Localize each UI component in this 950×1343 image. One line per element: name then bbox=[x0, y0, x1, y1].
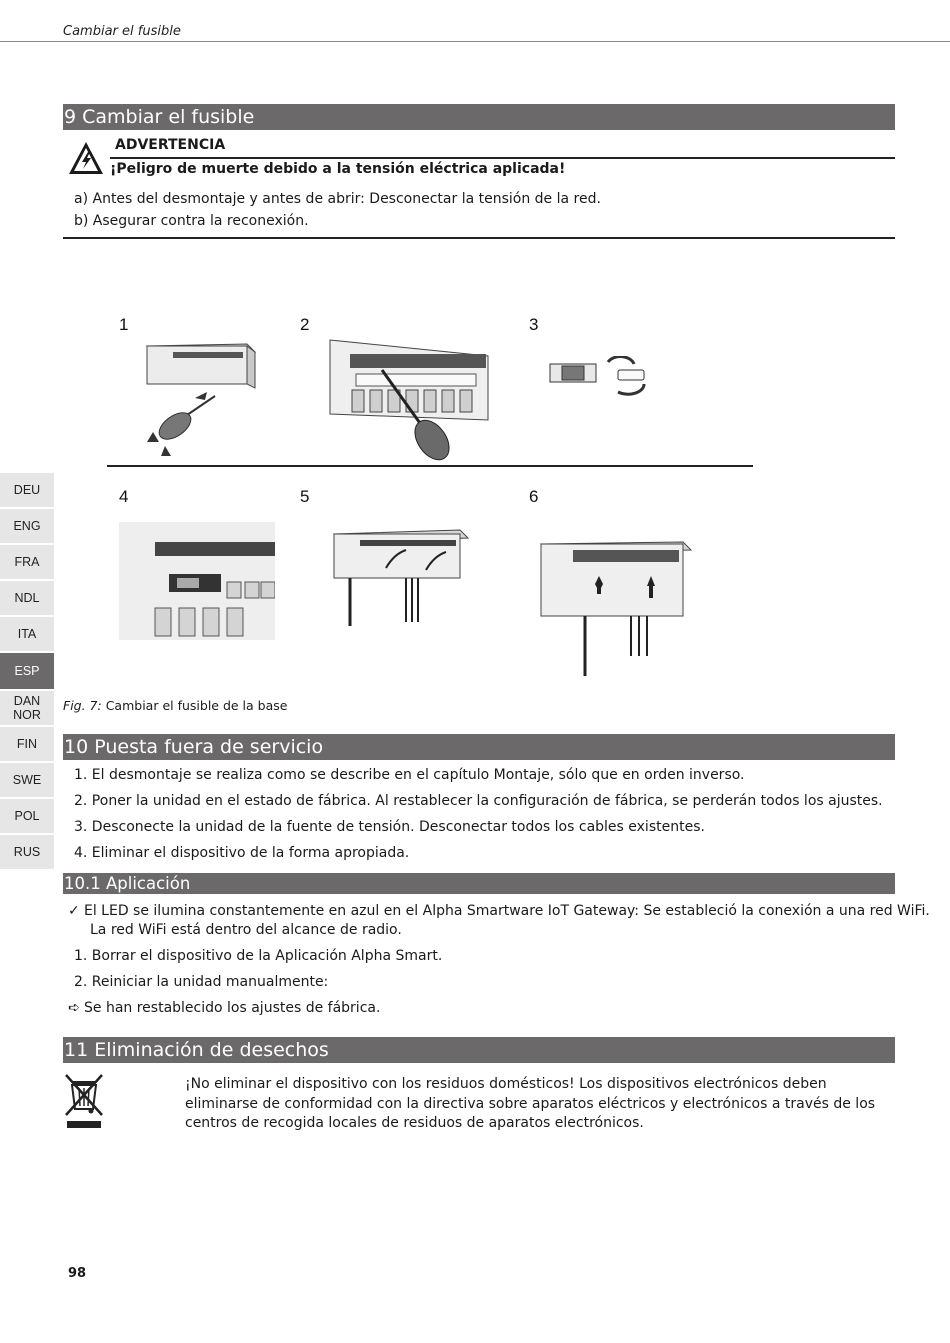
lang-tab-swe[interactable]: SWE bbox=[0, 763, 54, 797]
lang-tab-dan-nor[interactable]: DAN NOR bbox=[0, 691, 54, 725]
figure-step-number: 3 bbox=[529, 315, 539, 334]
disposal-text: ¡No eliminar el dispositivo con los residuos domésticos! Los dispositivos electrónicos deben eliminarse de conformidad con la directiva sobre aparatos eléctricos y electrónicos a través de los centros de recogida locales de residuos de aparatos electrónicos. bbox=[185, 1076, 876, 1131]
header-rule bbox=[0, 41, 950, 42]
result-text: Se han restablecido los ajustes de fábrica. bbox=[84, 1000, 381, 1016]
lang-tab-esp[interactable]: ESP bbox=[0, 653, 54, 689]
precondition-continued: La red WiFi está dentro del alcance de radio. bbox=[90, 922, 402, 938]
warning-subtitle: ¡Peligro de muerte debido a la tensión eléctrica aplicada! bbox=[110, 161, 566, 177]
illustration-step-2 bbox=[322, 336, 492, 464]
warning-title: ADVERTENCIA bbox=[115, 137, 226, 153]
precondition bbox=[68, 903, 930, 919]
list-item: 2. Poner la unidad en el estado de fábrica. Al restablecer la configuración de fábrica, se perderán todos los ajustes. bbox=[74, 793, 883, 809]
section-heading-10-1: 10.1 Aplicación bbox=[63, 873, 895, 894]
result-arrow-icon: ➪ bbox=[68, 1000, 80, 1016]
check-icon: ✓ bbox=[68, 903, 80, 919]
illustration-step-1 bbox=[135, 338, 265, 463]
section-heading-9: 9 Cambiar el fusible bbox=[63, 104, 895, 130]
list-item: 4. Eliminar el dispositivo de la forma apropiada. bbox=[74, 845, 410, 861]
figure-caption-label: Fig. 7: bbox=[63, 698, 102, 713]
page-number: 98 bbox=[68, 1266, 87, 1281]
illustration-step-5 bbox=[330, 522, 472, 632]
result bbox=[68, 1000, 380, 1016]
lang-tab-ndl[interactable]: NDL bbox=[0, 581, 54, 615]
precondition-text: El LED se ilumina constantemente en azul en el Alpha Smartware IoT Gateway: Se estableció la conexión a una red WiFi. bbox=[84, 903, 930, 919]
warning-step-a: a) Antes del desmontaje y antes de abrir: Desconectar la tensión de la red. bbox=[74, 191, 601, 207]
illustration-step-3 bbox=[548, 356, 648, 402]
list-item: 1. Borrar el dispositivo de la Aplicación Alpha Smart. bbox=[74, 948, 443, 964]
high-voltage-warning-icon bbox=[68, 141, 104, 175]
lang-tab-rus[interactable]: RUS bbox=[0, 835, 54, 869]
lang-tab-eng[interactable]: ENG bbox=[0, 509, 54, 543]
section-heading-11: 11 Eliminación de desechos bbox=[63, 1037, 895, 1063]
lang-tab-fin[interactable]: FIN bbox=[0, 727, 54, 761]
warning-bottom-rule bbox=[63, 237, 895, 239]
figure-step-number: 5 bbox=[300, 487, 310, 506]
lang-tab-deu[interactable]: DEU bbox=[0, 473, 54, 507]
figure-step-number: 1 bbox=[119, 315, 129, 334]
figure-step-number: 2 bbox=[300, 315, 310, 334]
figure-step-number: 6 bbox=[529, 487, 539, 506]
list-item: 3. Desconecte la unidad de la fuente de tensión. Desconectar todos los cables existentes. bbox=[74, 819, 705, 835]
crossed-out-wheelie-bin-icon bbox=[63, 1073, 105, 1129]
illustration-step-4 bbox=[119, 522, 275, 640]
lang-tab-ita[interactable]: ITA bbox=[0, 617, 54, 651]
figure-caption-text: Cambiar el fusible de la base bbox=[105, 698, 288, 713]
lang-tab-pol[interactable]: POL bbox=[0, 799, 54, 833]
warning-step-b: b) Asegurar contra la reconexión. bbox=[74, 213, 309, 229]
warning-rule bbox=[110, 157, 895, 159]
list-item: 2. Reiniciar la unidad manualmente: bbox=[74, 974, 329, 990]
illustration-step-6 bbox=[537, 534, 699, 679]
list-item: 1. El desmontaje se realiza como se describe en el capítulo Montaje, sólo que en orden inverso. bbox=[74, 767, 745, 783]
figure-divider bbox=[107, 465, 753, 467]
running-header: Cambiar el fusible bbox=[63, 24, 181, 39]
section-heading-10: 10 Puesta fuera de servicio bbox=[63, 734, 895, 760]
figure-step-number: 4 bbox=[119, 487, 129, 506]
figure-caption bbox=[63, 698, 287, 713]
lang-tab-fra[interactable]: FRA bbox=[0, 545, 54, 579]
